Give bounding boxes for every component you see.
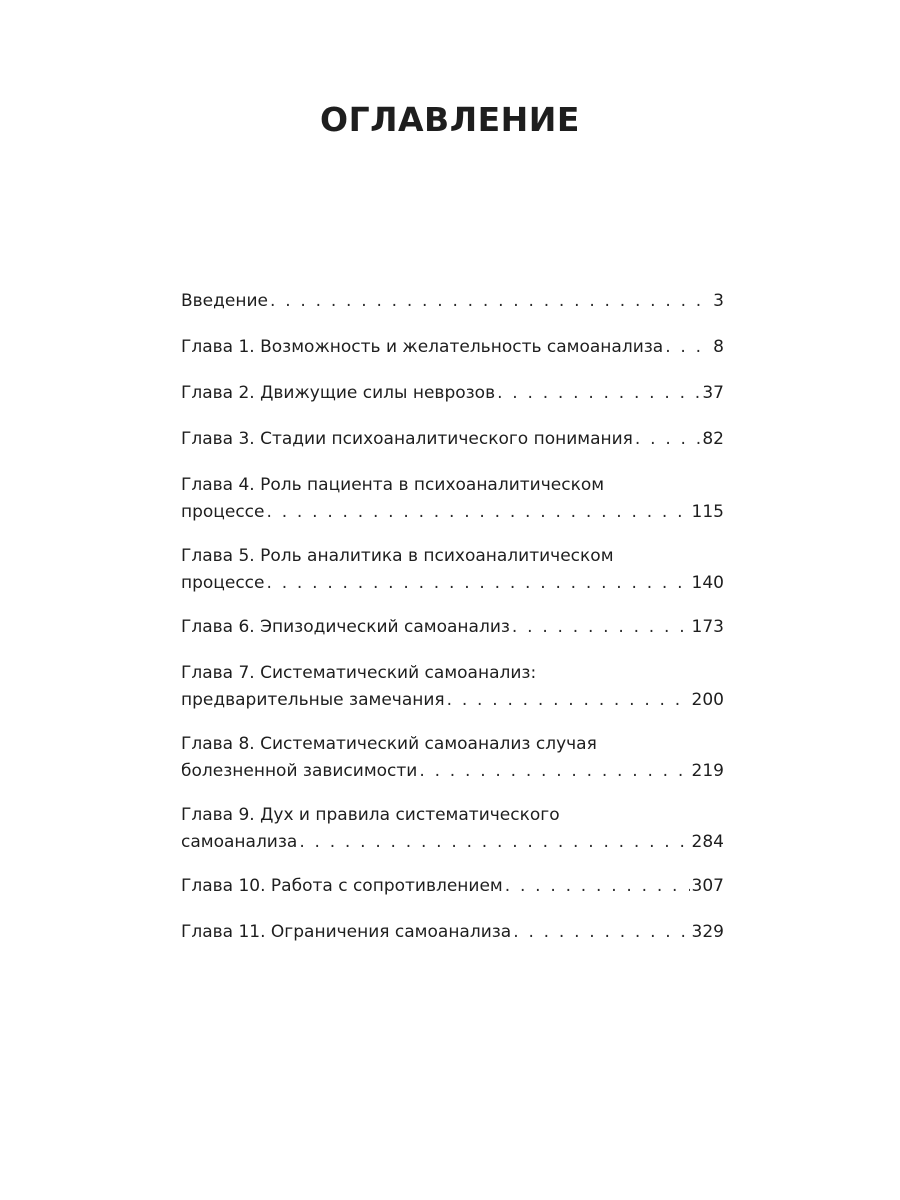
toc-page-number: 115 bbox=[691, 502, 724, 522]
toc-page-number: 3 bbox=[713, 291, 724, 311]
toc-page-number: 307 bbox=[691, 876, 724, 896]
toc-entry-title: Глава 1. Возможность и желательность самоанализа bbox=[181, 337, 664, 357]
toc-entry-title: Глава 10. Работа с сопротивлением bbox=[181, 876, 503, 896]
toc-entry-title: болезненной зависимости bbox=[181, 761, 418, 781]
toc-entry-title: предварительные замечания bbox=[181, 690, 445, 710]
toc-page-number: 140 bbox=[691, 573, 724, 593]
toc-entry-chapter-7 bbox=[181, 660, 724, 714]
toc-page-number: 284 bbox=[691, 832, 724, 852]
toc-page-number: 200 bbox=[691, 690, 724, 710]
dot-leader bbox=[665, 334, 711, 361]
toc-page-number: 8 bbox=[713, 337, 724, 357]
toc-entry-title-line1: Глава 5. Роль аналитика в психоаналитическом bbox=[181, 546, 614, 566]
toc-leader-line bbox=[181, 614, 724, 641]
toc-entry-chapter-1 bbox=[181, 334, 724, 361]
page-title: ОГЛАВЛЕНИЕ bbox=[320, 100, 580, 139]
toc-leader-line bbox=[181, 334, 724, 361]
table-of-contents bbox=[181, 288, 724, 965]
toc-leader-line bbox=[181, 380, 724, 407]
toc-leader-line bbox=[181, 687, 724, 714]
toc-entry-title: процессе bbox=[181, 502, 265, 522]
dot-leader bbox=[635, 426, 700, 453]
toc-leader-line bbox=[181, 499, 724, 526]
dot-leader bbox=[270, 288, 711, 315]
dot-leader bbox=[513, 919, 689, 946]
dot-leader bbox=[447, 687, 690, 714]
toc-page-number: 173 bbox=[691, 617, 724, 637]
toc-page-number: 82 bbox=[702, 429, 724, 449]
toc-entry-chapter-2 bbox=[181, 380, 724, 407]
toc-entry-title-line1: Глава 9. Дух и правила систематического bbox=[181, 805, 560, 825]
toc-entry-chapter-6 bbox=[181, 614, 724, 641]
toc-entry-chapter-5 bbox=[181, 543, 724, 597]
dot-leader bbox=[505, 873, 690, 900]
toc-page-number: 37 bbox=[702, 383, 724, 403]
toc-leader-line bbox=[181, 426, 724, 453]
toc-page-number: 219 bbox=[691, 761, 724, 781]
toc-entry-title: Глава 3. Стадии психоаналитического понимания bbox=[181, 429, 633, 449]
toc-entry-chapter-10 bbox=[181, 873, 724, 900]
dot-leader bbox=[497, 380, 700, 407]
toc-entry-title: Глава 11. Ограничения самоанализа bbox=[181, 922, 512, 942]
toc-entry-chapter-4 bbox=[181, 472, 724, 526]
toc-leader-line bbox=[181, 829, 724, 856]
toc-entry-title: процессе bbox=[181, 573, 265, 593]
toc-entry-chapter-9 bbox=[181, 802, 724, 856]
toc-entry-chapter-8 bbox=[181, 731, 724, 785]
toc-entry-title-line1: Глава 8. Систематический самоанализ случая bbox=[181, 734, 597, 754]
dot-leader bbox=[299, 829, 689, 856]
toc-entry-chapter-3 bbox=[181, 426, 724, 453]
dot-leader bbox=[419, 758, 689, 785]
toc-entry-introduction bbox=[181, 288, 724, 315]
toc-entry-title: Глава 2. Движущие силы неврозов bbox=[181, 383, 496, 403]
toc-page-number: 329 bbox=[691, 922, 724, 942]
toc-leader-line bbox=[181, 758, 724, 785]
toc-entry-title-line1: Глава 4. Роль пациента в психоаналитическом bbox=[181, 475, 605, 495]
toc-leader-line bbox=[181, 570, 724, 597]
toc-entry-title: Введение bbox=[181, 291, 268, 311]
dot-leader bbox=[512, 614, 690, 641]
toc-entry-title-line1: Глава 7. Систематический самоанализ: bbox=[181, 663, 537, 683]
toc-leader-line bbox=[181, 288, 724, 315]
dot-leader bbox=[267, 570, 690, 597]
toc-entry-title: Глава 6. Эпизодический самоанализ bbox=[181, 617, 510, 637]
dot-leader bbox=[267, 499, 690, 526]
toc-entry-title: самоанализа bbox=[181, 832, 298, 852]
toc-leader-line bbox=[181, 919, 724, 946]
toc-entry-chapter-11 bbox=[181, 919, 724, 946]
toc-leader-line bbox=[181, 873, 724, 900]
